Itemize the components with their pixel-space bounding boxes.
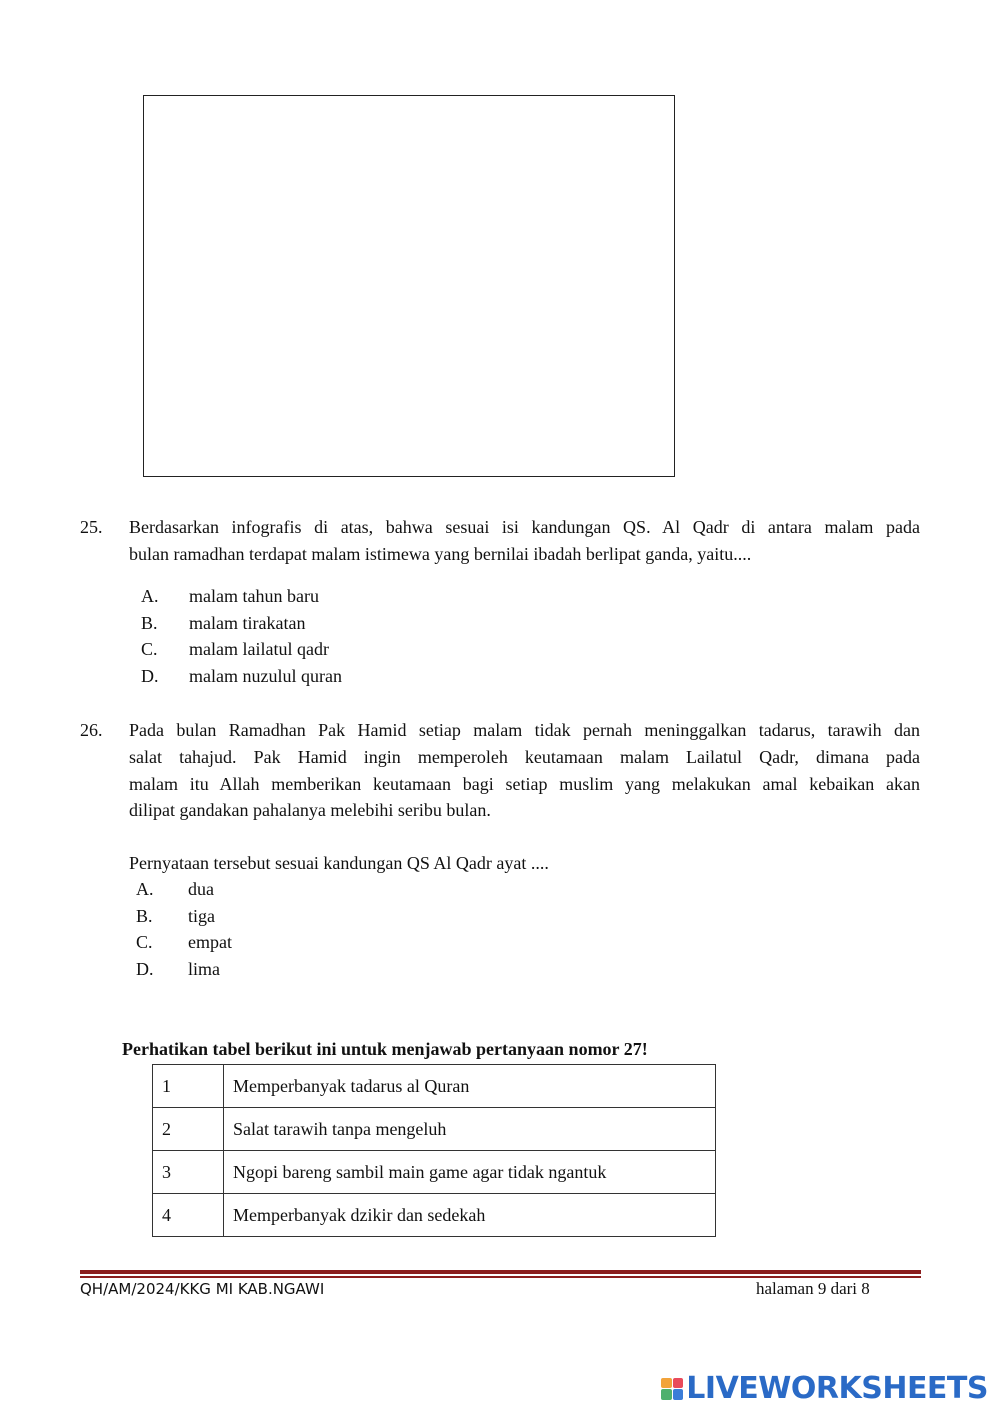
option-letter: D.	[136, 958, 154, 979]
option-text: malam tirakatan	[189, 612, 306, 633]
option-c[interactable]	[141, 636, 342, 663]
option-d[interactable]	[136, 956, 232, 983]
question-26-line3: malam itu Allah memberikan keutamaan bagi setiap muslim yang melakukan amal kebaikan akan	[129, 774, 920, 794]
row-number: 4	[153, 1194, 224, 1237]
option-text: malam tahun baru	[189, 586, 319, 606]
question-26-line2: salat tahajud. Pak Hamid ingin memperoleh keutamaan malam Lailatul Qadr, dimana pada	[129, 747, 920, 767]
option-b[interactable]	[141, 610, 342, 637]
footer-rule-thin	[80, 1276, 921, 1278]
option-letter: C.	[141, 639, 158, 660]
option-letter: C.	[136, 932, 153, 953]
option-letter: B.	[141, 612, 158, 633]
row-text: Memperbanyak tadarus al Quran	[224, 1065, 716, 1108]
option-letter: A.	[141, 586, 159, 606]
question-25-number: 25.	[80, 517, 103, 537]
row-number: 2	[153, 1108, 224, 1151]
footer-page-number: halaman 9 dari 8	[756, 1279, 870, 1298]
table-row	[153, 1151, 716, 1194]
question-25-options	[141, 583, 342, 689]
table-instruction: Perhatikan tabel berikut ini untuk menjawab pertanyaan nomor 27!	[122, 1039, 648, 1059]
table-row	[153, 1194, 716, 1237]
row-text: Ngopi bareng sambil main game agar tidak ngantuk	[224, 1151, 716, 1194]
option-letter: A.	[136, 879, 154, 899]
option-text: lima	[188, 958, 220, 979]
table-row	[153, 1065, 716, 1108]
footer-code: QH/AM/2024/KKG MI KAB.NGAWI	[80, 1280, 325, 1298]
row-number: 1	[153, 1065, 224, 1108]
option-letter: D.	[141, 665, 159, 686]
row-text: Memperbanyak dzikir dan sedekah	[224, 1194, 716, 1237]
row-number: 3	[153, 1151, 224, 1194]
question-26-statement: Pernyataan tersebut sesuai kandungan QS Al Qadr ayat ....	[129, 853, 549, 873]
question-26-line1: Pada bulan Ramadhan Pak Hamid setiap malam tidak pernah meninggalkan tadarus, tarawih dan	[129, 720, 920, 740]
question-26-number: 26.	[80, 720, 103, 740]
activities-table	[152, 1064, 716, 1237]
question-25-line1: Berdasarkan infografis di atas, bahwa sesuai isi kandungan QS. Al Qadr di antara malam pada	[129, 517, 920, 537]
footer-rule-thick	[80, 1270, 921, 1274]
option-a[interactable]	[141, 583, 342, 610]
option-text: malam nuzulul quran	[189, 665, 342, 686]
brand-name: LIVEWORKSHEETS	[686, 1371, 988, 1406]
question-25-line2: bulan ramadhan terdapat malam istimewa yang bernilai ibadah berlipat ganda, yaitu....	[129, 544, 752, 564]
option-text: malam lailatul qadr	[189, 639, 329, 660]
question-26-options	[136, 876, 232, 982]
liveworksheets-brand[interactable]	[661, 1371, 988, 1406]
option-text: tiga	[188, 905, 215, 926]
question-26-line4: dilipat gandakan pahalanya melebihi seribu bulan.	[129, 800, 491, 820]
option-letter: B.	[136, 905, 153, 926]
row-text: Salat tarawih tanpa mengeluh	[224, 1108, 716, 1151]
option-text: empat	[188, 932, 232, 953]
option-text: dua	[188, 879, 214, 899]
liveworksheets-logo-icon	[661, 1378, 683, 1400]
option-b[interactable]	[136, 903, 232, 930]
option-d[interactable]	[141, 663, 342, 690]
table-row	[153, 1108, 716, 1151]
option-c[interactable]	[136, 929, 232, 956]
infographic-frame	[143, 95, 675, 477]
option-a[interactable]	[136, 876, 232, 903]
